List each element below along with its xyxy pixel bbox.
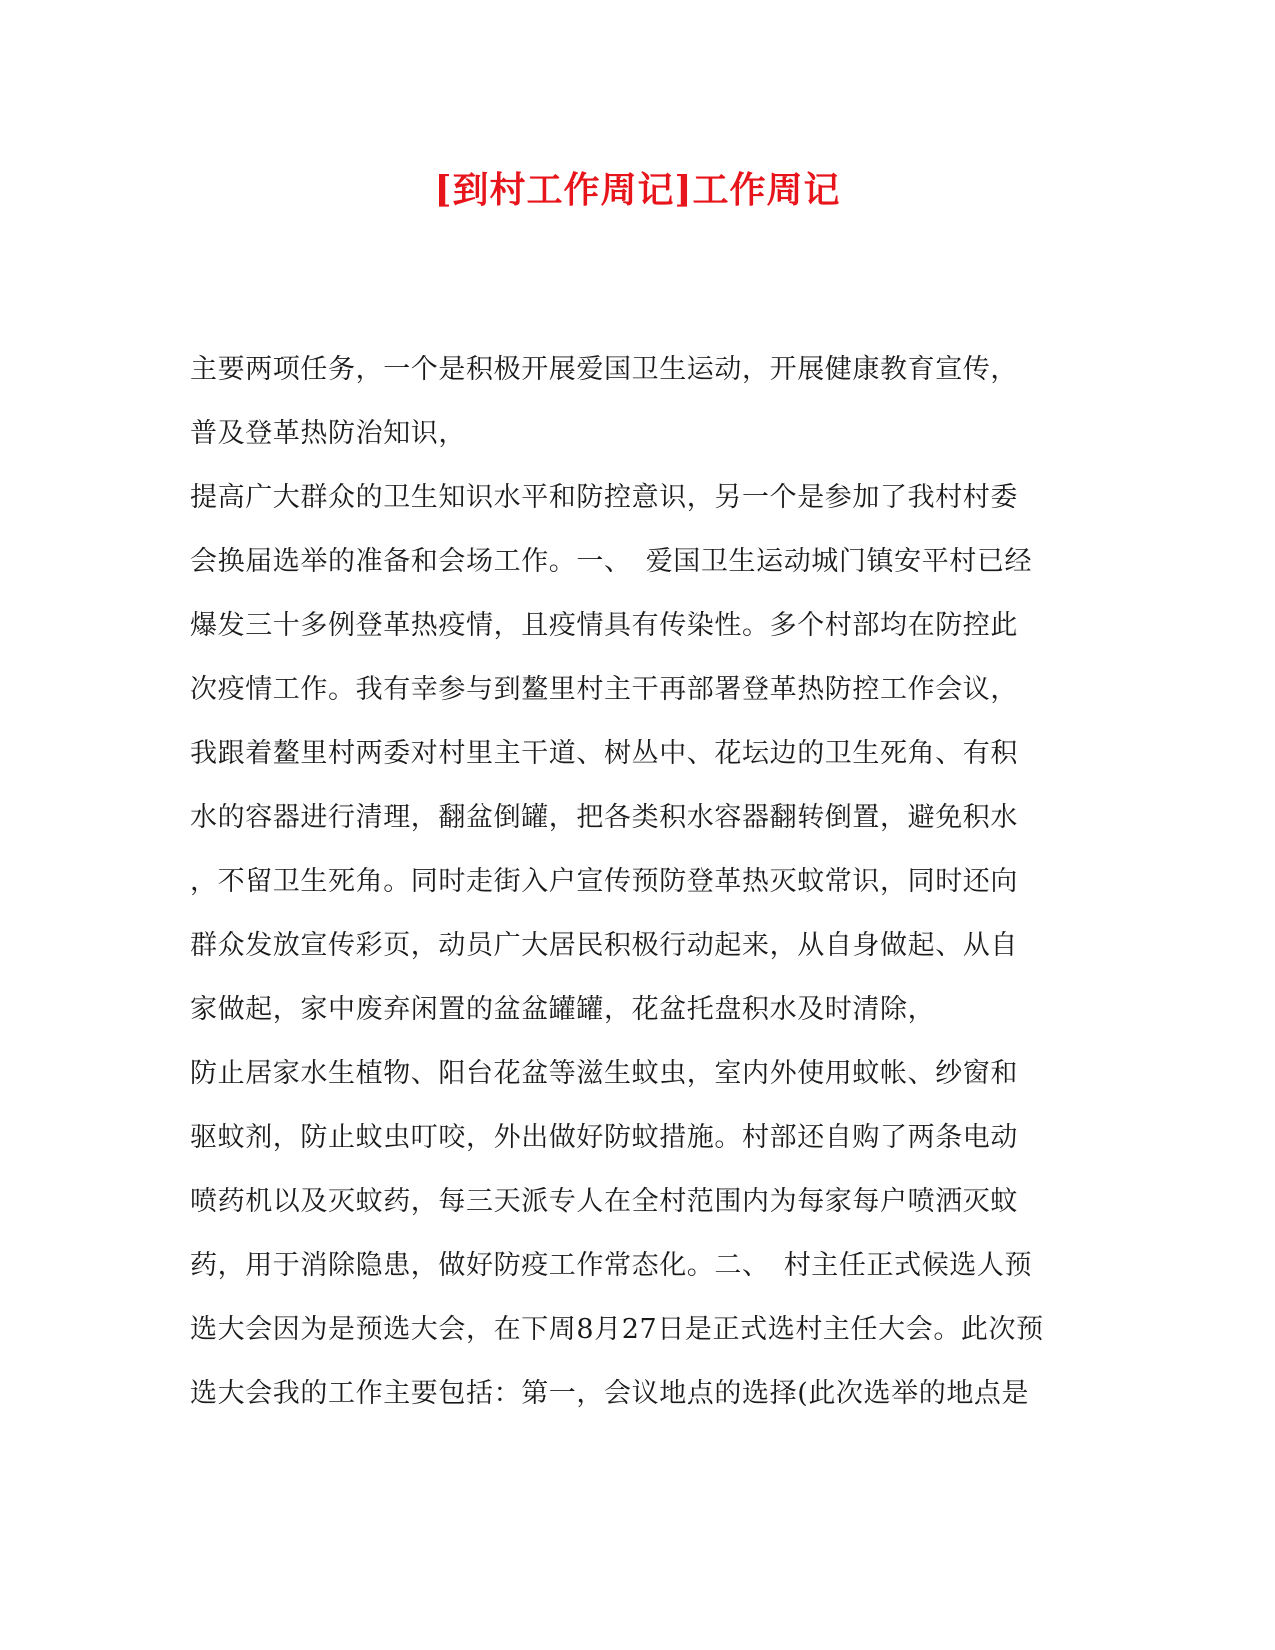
document-title: [到村工作周记]工作周记 bbox=[434, 169, 841, 211]
body-line: 药，用于消除隐患，做好防疫工作常态化。二、 村主任正式候选人预 bbox=[190, 1250, 1033, 1281]
body-line: 选大会因为是预选大会，在下周8月27日是正式选村主任大会。此次预 bbox=[190, 1314, 1044, 1345]
body-line: 选大会我的工作主要包括：第一，会议地点的选择(此次选举的地点是 bbox=[190, 1378, 1030, 1409]
body-line: 我跟着鳌里村两委对村里主干道、树丛中、花坛边的卫生死角、有积 bbox=[190, 738, 1018, 769]
body-line: ，不留卫生死角。同时走街入户宣传预防登革热灭蚊常识，同时还向 bbox=[190, 866, 1018, 897]
body-line: 家做起，家中废弃闲置的盆盆罐罐，花盆托盘积水及时清除， bbox=[190, 994, 936, 1025]
body-line: 驱蚊剂，防止蚊虫叮咬，外出做好防蚊措施。村部还自购了两条电动 bbox=[190, 1122, 1018, 1153]
body-line: 主要两项任务，一个是积极开展爱国卫生运动，开展健康教育宣传， bbox=[190, 354, 1018, 385]
document-body bbox=[190, 352, 1080, 1440]
body-line: 喷药机以及灭蚊药，每三天派专人在全村范围内为每家每户喷洒灭蚊 bbox=[190, 1186, 1018, 1217]
body-line: 群众发放宣传彩页，动员广大居民积极行动起来，从自身做起、从自 bbox=[190, 930, 1018, 961]
body-line: 水的容器进行清理，翻盆倒罐，把各类积水容器翻转倒置，避免积水 bbox=[190, 802, 1018, 833]
body-line: 普及登革热防治知识， bbox=[190, 418, 466, 449]
body-line: 防止居家水生植物、阳台花盆等滋生蚊虫，室内外使用蚊帐、纱窗和 bbox=[190, 1058, 1018, 1089]
body-line: 会换届选举的准备和会场工作。一、 爱国卫生运动城门镇安平村已经 bbox=[190, 546, 1033, 577]
body-line: 次疫情工作。我有幸参与到鳌里村主干再部署登革热防控工作会议， bbox=[190, 674, 1018, 705]
body-line: 提高广大群众的卫生知识水平和防控意识，另一个是参加了我村村委 bbox=[190, 482, 1018, 513]
body-line: 爆发三十多例登革热疫情，且疫情具有传染性。多个村部均在防控此 bbox=[190, 610, 1018, 641]
